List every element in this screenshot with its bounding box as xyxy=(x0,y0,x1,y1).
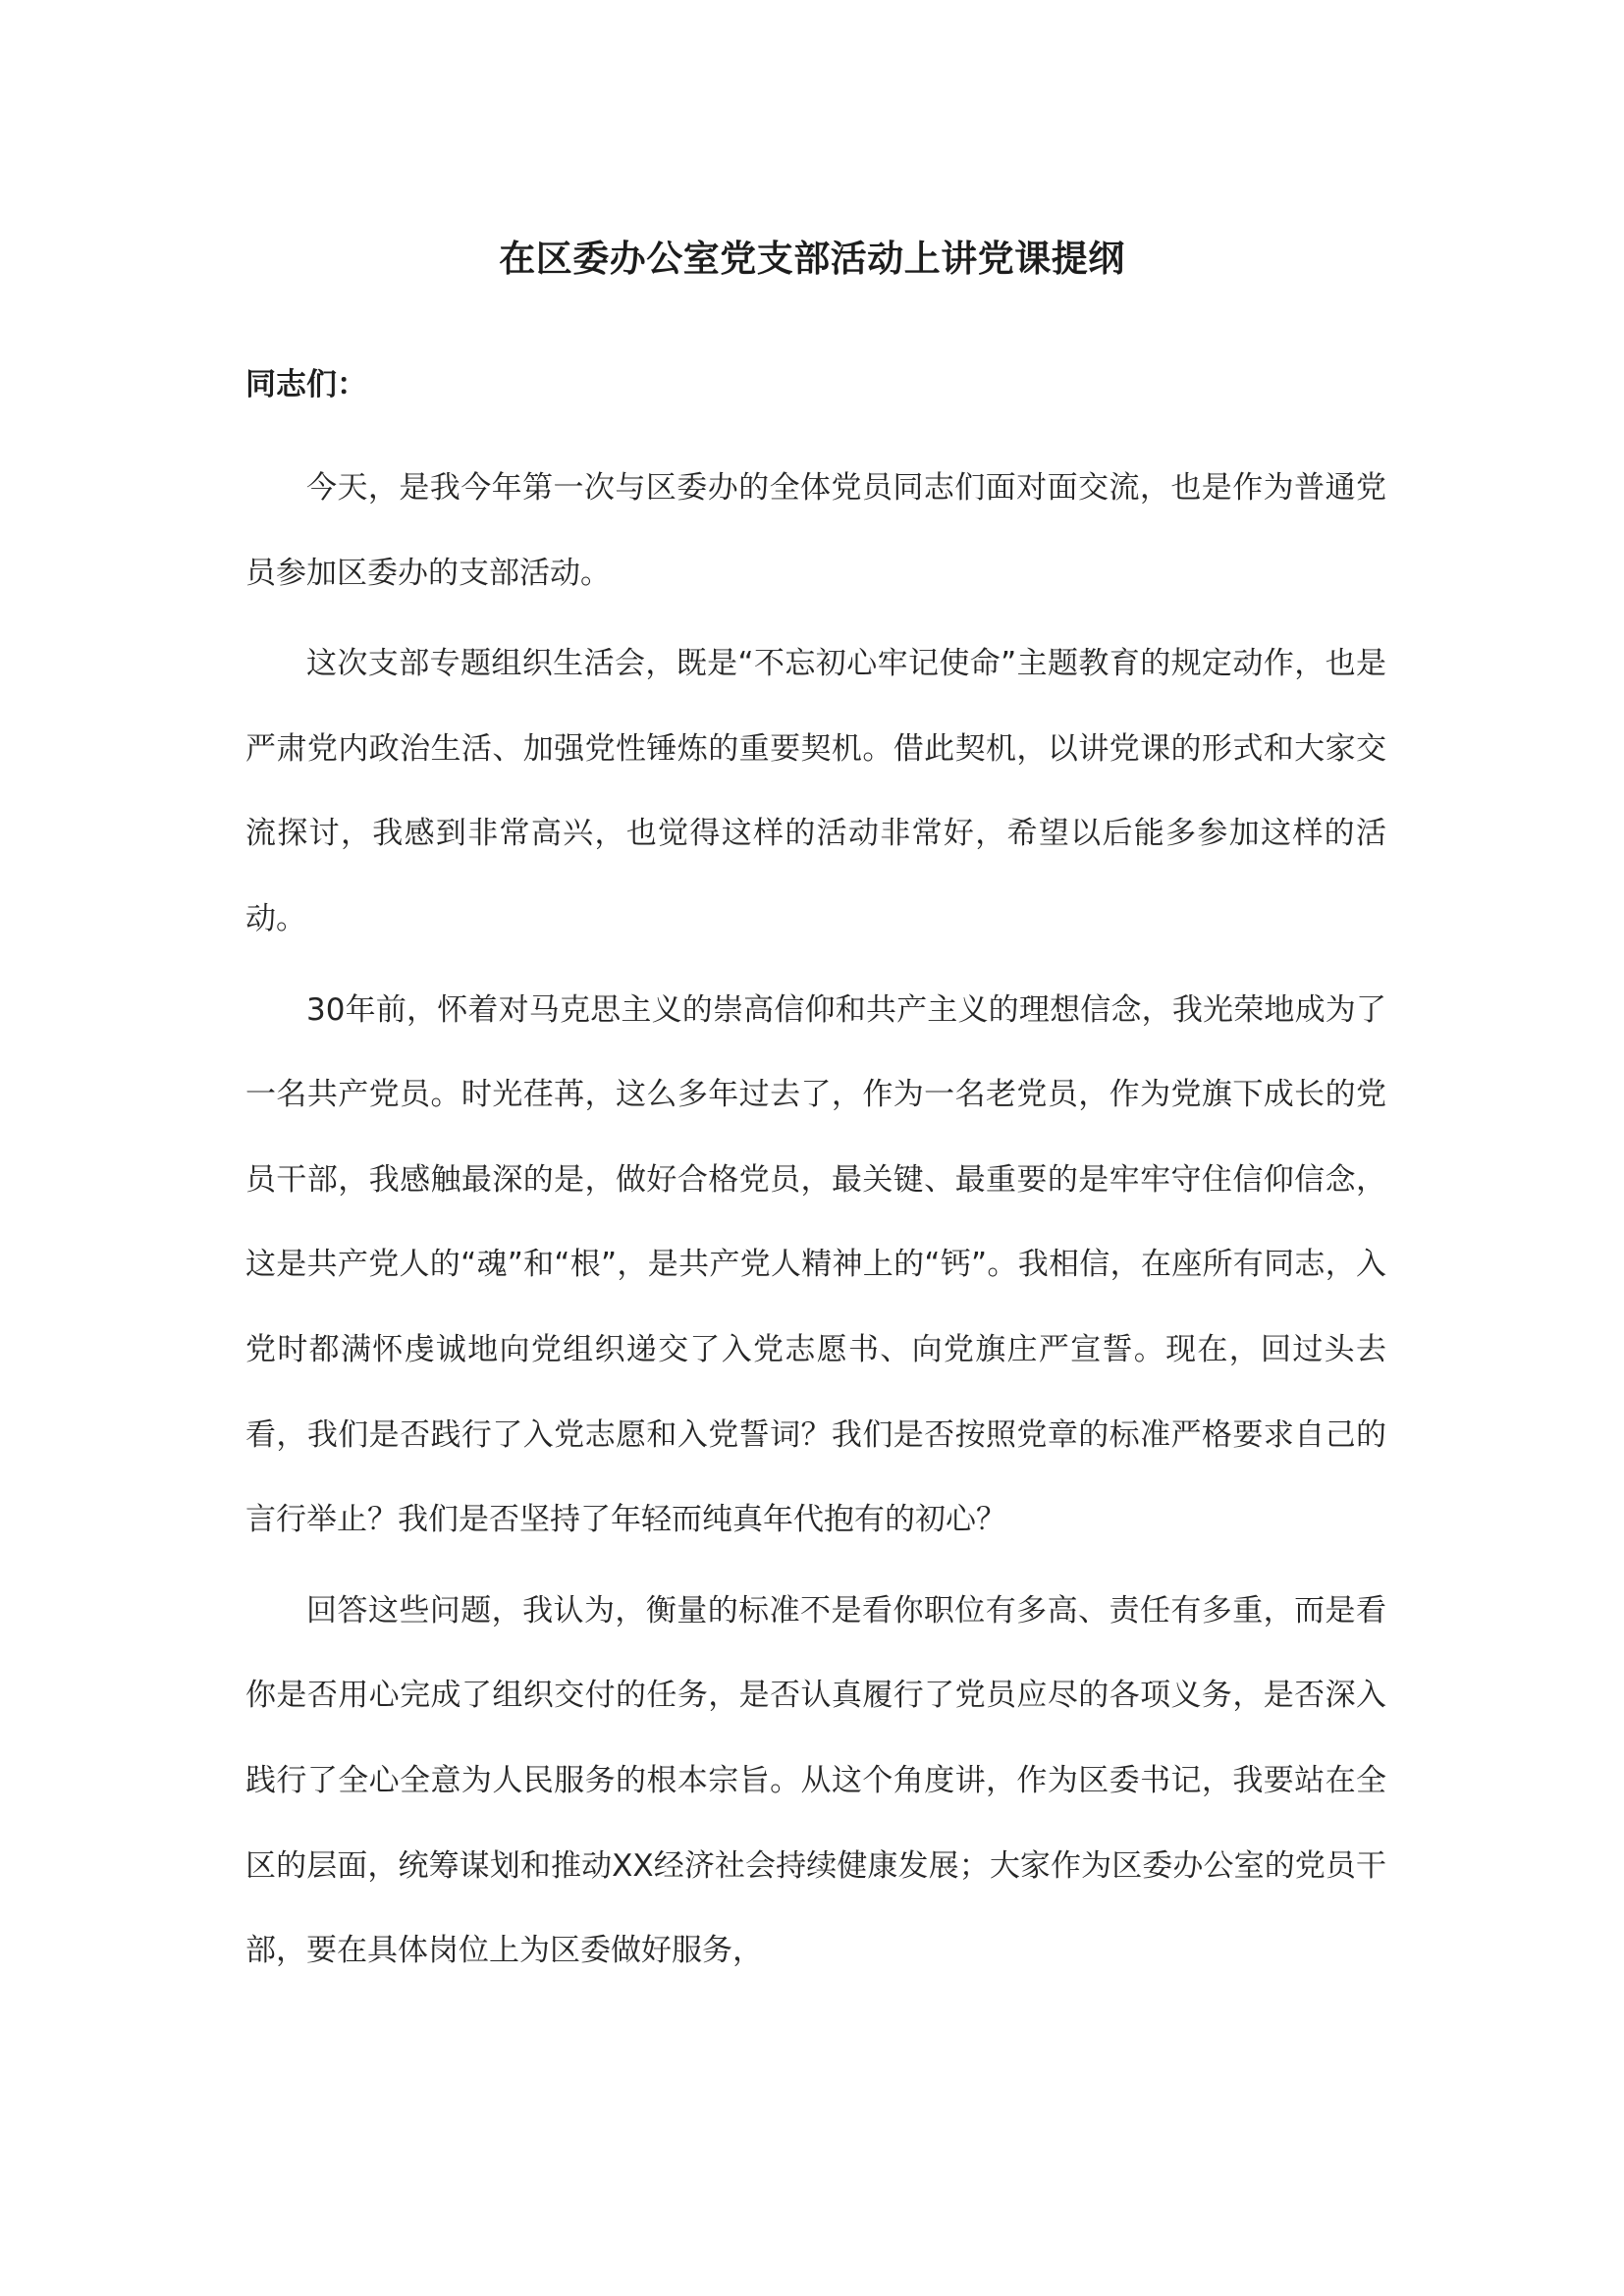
paragraph: 回答这些问题，我认为，衡量的标准不是看你职位有多高、责任有多重，而是看你是否用心完成了组织交付的任务，是否认真履行了党员应尽的各项义务，是否深入践行了全心全意为人民服务的根本宗旨。从这个角度讲，作为区委书记，我要站在全区的层面，统筹谋划和推动XX经济社会持续健康发展；大家作为区委办公室的党员干部，要在具体岗位上为区委做好服务， xyxy=(245,1592,1386,1969)
document-title: 在区委办公室党支部活动上讲党课提纲 xyxy=(499,237,1125,280)
document-body xyxy=(245,446,1386,2000)
paragraph: 30年前，怀着对马克思主义的崇高信仰和共产主义的理想信念，我光荣地成为了一名共产党员。时光荏苒，这么多年过去了，作为一名老党员，作为党旗下成长的党员干部，我感触最深的是，做好合格党员，最关键、最重要的是牢牢守住信仰信念，这是共产党人的“魂”和“根”，是共产党人精神上的“钙”。我相信，在座所有同志，入党时都满怀虔诚地向党组织递交了入党志愿书、向党旗庄严宣誓。现在，回过头去看，我们是否践行了入党志愿和入党誓词？我们是否按照党章的标准严格要求自己的言行举止？我们是否坚持了年轻而纯真年代抱有的初心？ xyxy=(245,991,1386,1538)
paragraph: 今天，是我今年第一次与区委办的全体党员同志们面对面交流，也是作为普通党员参加区委办的支部活动。 xyxy=(245,470,1386,591)
greeting: 同志们： xyxy=(245,367,367,402)
paragraph: 这次支部专题组织生活会，既是“不忘初心牢记使命”主题教育的规定动作，也是严肃党内政治生活、加强党性锤炼的重要契机。借此契机，以讲党课的形式和大家交流探讨，我感到非常高兴，也觉得这样的活动非常好，希望以后能多参加这样的活动。 xyxy=(245,646,1386,936)
